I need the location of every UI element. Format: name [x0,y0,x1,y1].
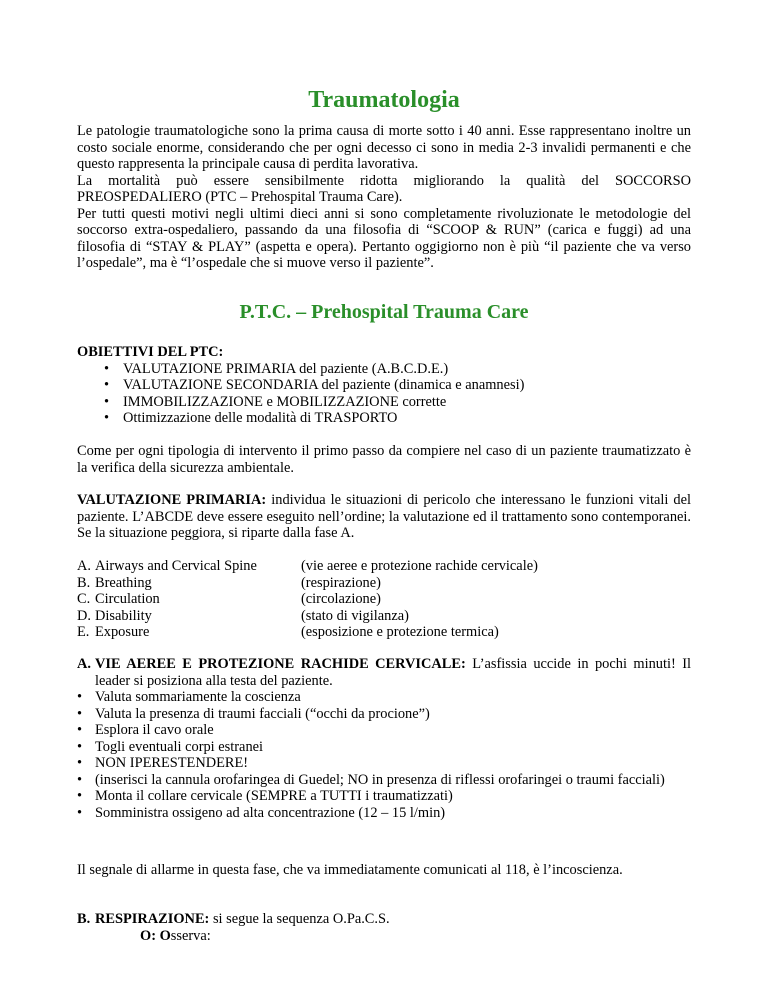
abcde-list: A. Airways and Cervical Spine (vie aeree e protezione rachide cervicale) B. Breathing (respirazione) C. Circulation (circolazione) D. Disability (stato di vigilanza) E. Exposure (esposizione e protezione termica) [77,558,538,640]
bullet-icon: • [77,722,83,738]
bullet-icon: • [77,804,83,821]
list-item: • VALUTAZIONE SECONDARIA del paziente (dinamica e anamnesi) [104,377,525,393]
intro-paragraph-3: Per tutti questi motivi negli ultimi dieci anni si sono completamente rivoluzionate le metodologie del soccorso extra-ospedaliero, passando da una filosofia di “SCOOP & RUN” (carica e fuggi) ad una filosofia di “STAY & PLAY” (aspetta e opera). Pertanto oggigiorno non è più “il paziente che va verso l’ospedale”, ma è “l’ospedale che si muove verso il paziente”. [77,205,691,271]
list-item: • Valuta sommariamente la coscienza [77,689,301,705]
document-title: Traumatologia [308,87,460,113]
list-item: • Ottimizzazione delle modalità di TRASPORTO [104,410,398,426]
bullet-icon: • [104,360,110,377]
list-item: • IMMOBILIZZAZIONE e MOBILIZZAZIONE corrette [104,393,447,410]
intro-text [77,123,691,272]
safety-paragraph: Come per ogni tipologia di intervento il primo passo da compiere nel caso di un paziente traumatizzato è la verifica della sicurezza ambientale. [77,443,691,476]
intro-paragraph-2: La mortalità può essere sensibilmente ridotta migliorando la qualità del SOCCORSO PREOSPEDALIERO (PTC – Prehospital Trauma Care). [77,172,691,205]
primary-text: individua le situazioni di pericolo che interessano le funzioni vitali del paziente. L’ABCDE deve essere eseguito nell’ordine; la valutazione ed il trattamento sono contemporanei. Se la situazione peggiora, si riparte dalla fase A. [77,492,691,541]
primary-label: VALUTAZIONE PRIMARIA: [77,492,267,508]
bullet-icon: • [77,705,83,722]
bullet-icon: • [77,689,83,705]
alarm-paragraph: Il segnale di allarme in questa fase, che va immediatamente comunicati al 118, è l’incoscienza. [77,862,623,878]
section-b [77,911,691,944]
bullet-icon: • [104,393,110,410]
section-b-heading: B. RESPIRAZIONE: si segue la sequenza O.Pa.C.S. [77,911,390,927]
objectives-list [77,361,691,427]
list-item: • Valuta la presenza di traumi facciali (“occhi da procione”) [77,705,430,722]
bullet-icon: • [77,755,83,771]
list-item: • Monta il collare cervicale (SEMPRE a TUTTI i traumatizzati) [77,788,453,804]
objectives-section [77,344,691,427]
list-item: • Togli eventuali corpi estranei [77,738,264,755]
list-item: • Somministra ossigeno ad alta concentrazione (12 – 15 l/min) [77,804,446,821]
section-a-heading: A. VIE AEREE E PROTEZIONE RACHIDE CERVICALE: L’asfissia uccide in pochi minuti! Il leader si posiziona alla testa del paziente. [77,656,691,689]
section-b-sub: O: Osserva: [140,927,211,944]
bullet-icon: • [77,771,83,788]
bullet-icon: • [77,788,83,804]
section-a-list [77,689,691,821]
bullet-icon: • [104,377,110,393]
bullet-icon: • [104,410,110,426]
section-a [77,656,691,821]
bullet-icon: • [77,738,83,755]
intro-paragraph-1: Le patologie traumatologiche sono la prima causa di morte sotto i 40 anni. Esse rappresentano inoltre un costo sociale enorme, considerando che per ogni decesso ci sono in media 2-3 invalidi permanenti e che questo rappresenta la principale causa di perdita lavorativa. [77,123,691,172]
list-item: • (inserisci la cannula orofaringea di Guedel; NO in presenza di riflessi orofaringei o traumi facciali) [77,771,665,788]
objectives-heading: OBIETTIVI DEL PTC: [77,344,224,360]
section-subtitle: P.T.C. – Prehospital Trauma Care [239,301,529,323]
list-item: • VALUTAZIONE PRIMARIA del paziente (A.B.C.D.E.) [104,360,449,377]
list-item: • NON IPERESTENDERE! [77,755,249,771]
primary-assessment-paragraph [77,492,691,542]
list-item: • Esplora il cavo orale [77,722,214,738]
